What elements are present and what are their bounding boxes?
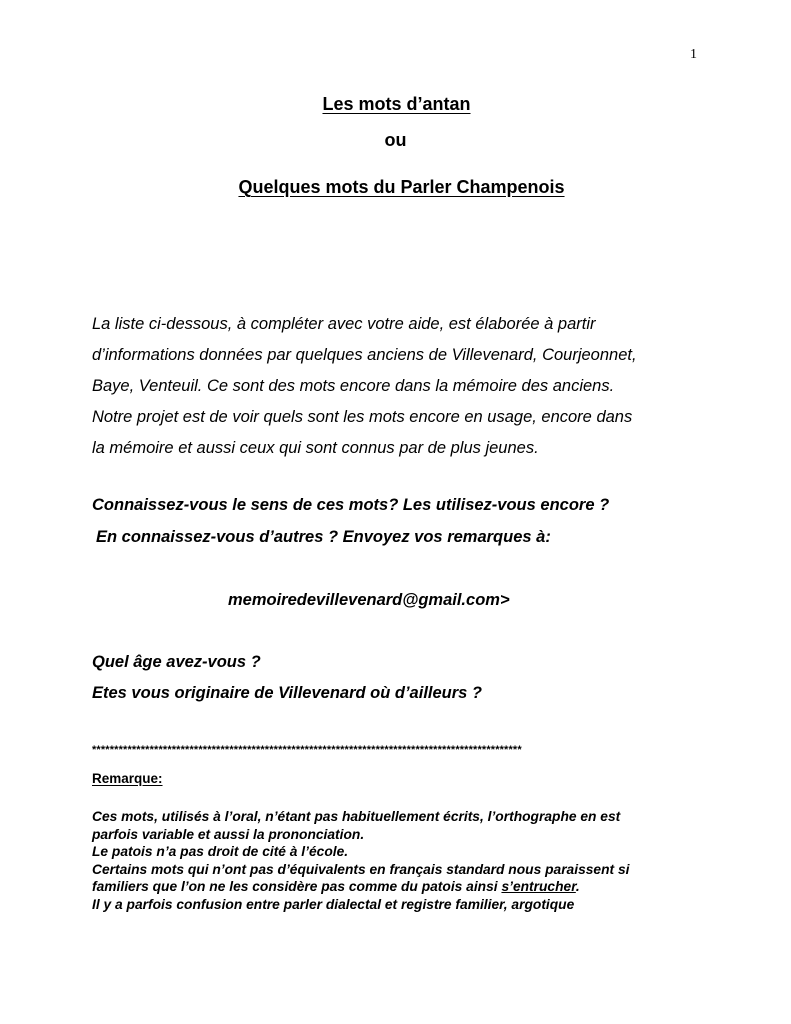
remark-text: familiers que l’on ne les considère pas comme du patois ainsi: [92, 879, 502, 894]
remark-line: Le patois n’a pas droit de cité à l’école.: [92, 844, 349, 859]
underlined-word: s’entrucher: [501, 879, 576, 894]
title-line-2: ou: [384, 130, 407, 150]
question-origin: Etes vous originaire de Villevenard où d’ailleurs ?: [92, 684, 483, 702]
intro-paragraph: [92, 309, 732, 464]
question-meaning: Connaissez-vous le sens de ces mots? Les utilisez-vous encore ?: [92, 496, 610, 514]
page-number: 1: [690, 47, 697, 62]
remark-line: [92, 878, 732, 896]
intro-line: la mémoire et aussi ceux qui sont connus par de plus jeunes.: [92, 439, 539, 457]
contact-email: memoiredevillevenard@gmail.com>: [228, 591, 510, 609]
title-text: Les mots d’antan: [322, 94, 471, 114]
intro-line: Baye, Venteuil. Ce sont des mots encore dans la mémoire des anciens.: [92, 377, 615, 395]
title-line-1: [0, 94, 791, 115]
remark-line: Certains mots qui n’ont pas d’équivalents en français standard nous paraissent si: [92, 861, 630, 877]
question-age: Quel âge avez-vous ?: [92, 653, 261, 671]
remark-line: parfois variable et aussi la prononciation.: [92, 826, 365, 842]
remark-heading: Remarque:: [92, 771, 163, 786]
intro-line: Notre projet est de voir quels sont les mots encore en usage, encore dans: [92, 408, 633, 426]
remark-punctuation: .: [575, 879, 580, 894]
intro-line: La liste ci-dessous, à compléter avec votre aide, est élaborée à partir: [92, 315, 596, 333]
asterisk-separator: *************************************************************************************************: [92, 744, 522, 756]
remark-paragraph: [92, 808, 732, 913]
remark-line: Il y a parfois confusion entre parler dialectal et registre familier, argotique: [92, 896, 575, 912]
remark-line: Ces mots, utilisés à l’oral, n’étant pas habituellement écrits, l’orthographe en est: [92, 809, 621, 824]
subtitle-text: Quelques mots du Parler Champenois: [238, 177, 565, 197]
question-others: En connaissez-vous d’autres ? Envoyez vos remarques à:: [96, 528, 551, 546]
title-line-3: [0, 177, 791, 198]
intro-line: d’informations données par quelques anciens de Villevenard, Courjeonnet,: [92, 346, 637, 364]
